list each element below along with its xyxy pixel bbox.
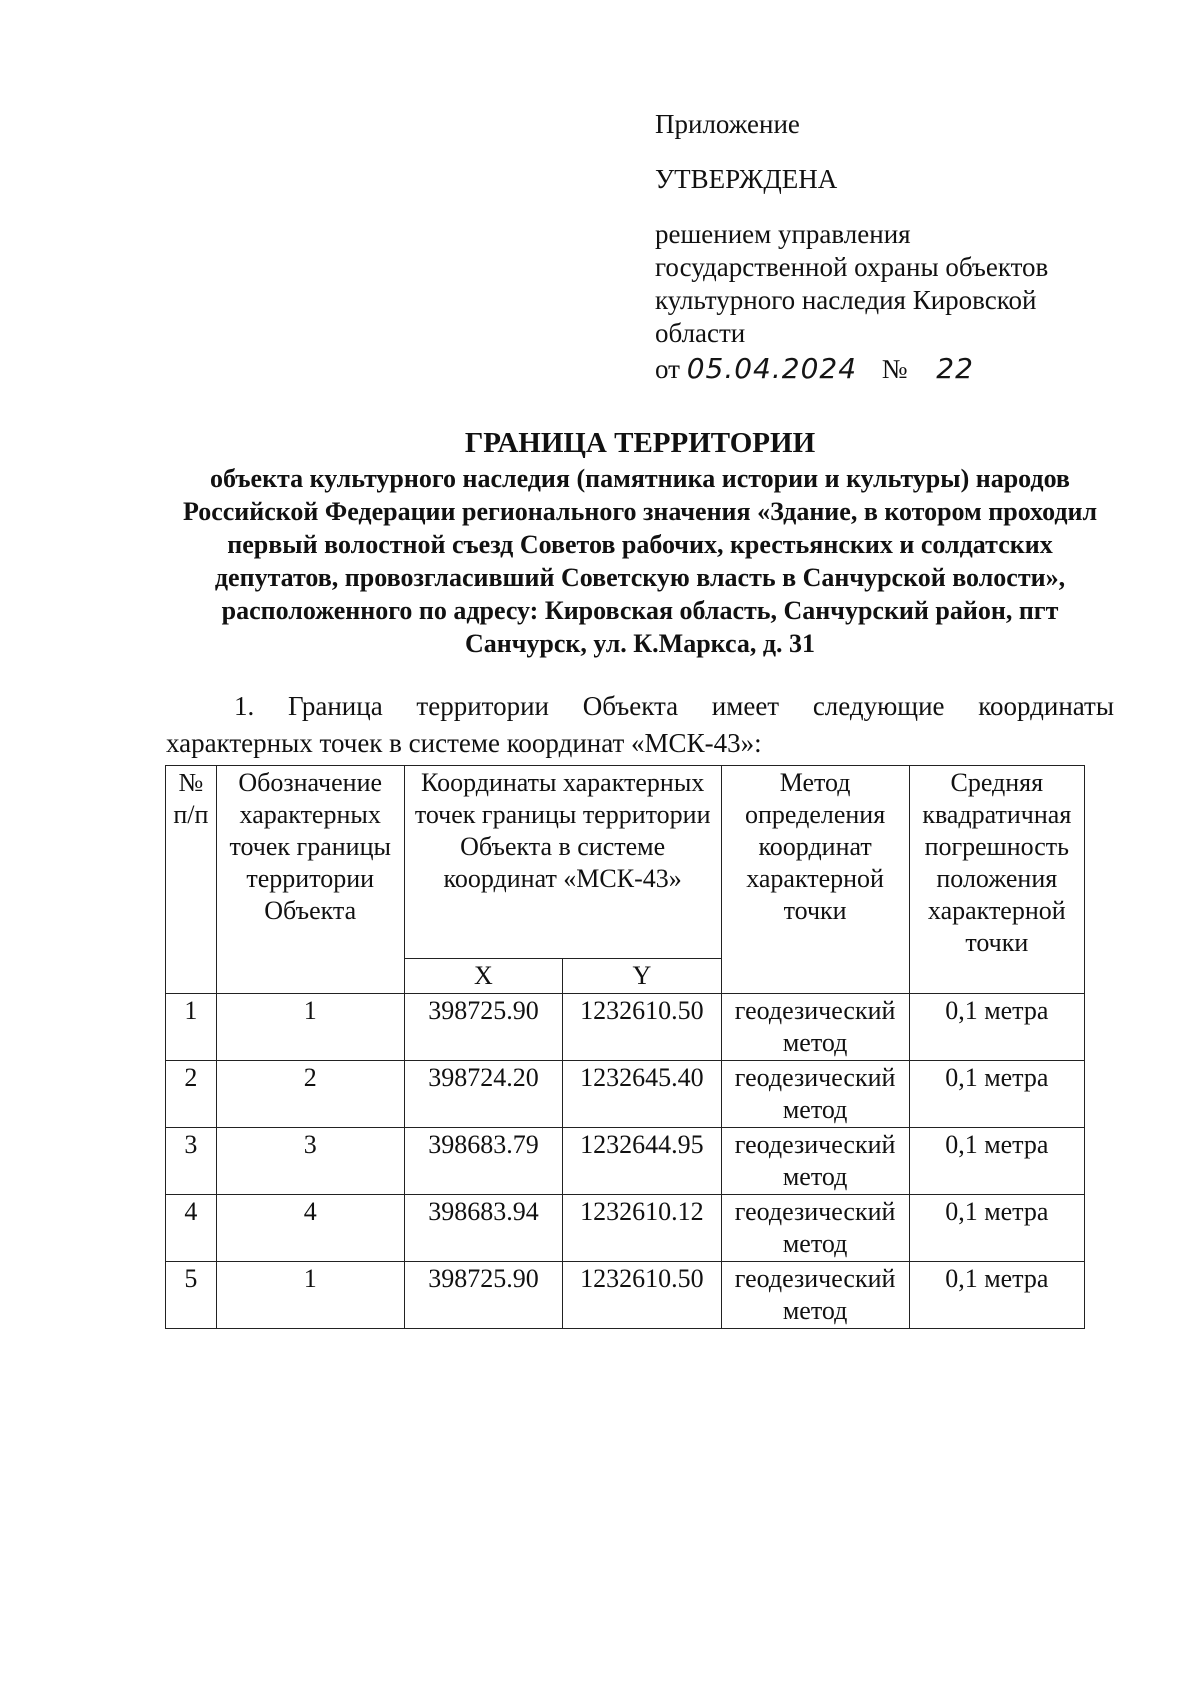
- cell-error: 0,1 метра: [909, 1128, 1084, 1195]
- approval-block: [655, 108, 1125, 386]
- table-row: [166, 1262, 1085, 1329]
- table-row: [166, 994, 1085, 1061]
- date-number-line: [655, 352, 1125, 386]
- header-method: Метод определения координат характерной точки: [721, 766, 909, 994]
- cell-point: 4: [216, 1195, 404, 1262]
- cell-error: 0,1 метра: [909, 1262, 1084, 1329]
- cell-method: геодезический метод: [721, 1128, 909, 1195]
- date-prefix: от: [655, 354, 680, 384]
- cell-method: геодезический метод: [721, 994, 909, 1061]
- decision-line-2: государственной охраны объектов: [655, 252, 1049, 282]
- cell-point: 1: [216, 1262, 404, 1329]
- decision-line-1: решением управления: [655, 219, 911, 249]
- table-row: [166, 1128, 1085, 1195]
- paragraph-1: [166, 688, 1114, 762]
- table-row: [166, 1061, 1085, 1128]
- appendix-label: Приложение: [655, 109, 800, 139]
- cell-method: геодезический метод: [721, 1262, 909, 1329]
- cell-num: 1: [166, 994, 217, 1061]
- cell-num: 2: [166, 1061, 217, 1128]
- paragraph-1-rest: характерных точек в системе координат «МСК-43»:: [166, 728, 762, 758]
- title-main: ГРАНИЦА ТЕРРИТОРИИ: [464, 427, 816, 459]
- coordinates-table: [165, 765, 1085, 1329]
- paragraph-1-first-line: 1. Граница территории Объекта имеет следующие координаты: [234, 691, 1114, 721]
- cell-method: геодезический метод: [721, 1195, 909, 1262]
- cell-y: 1232644.95: [563, 1128, 721, 1195]
- cell-num: 4: [166, 1195, 217, 1262]
- cell-y: 1232610.12: [563, 1195, 721, 1262]
- decision-line-3: культурного наследия Кировской: [655, 285, 1037, 315]
- cell-point: 1: [216, 994, 404, 1061]
- header-x: X: [404, 959, 562, 994]
- cell-y: 1232610.50: [563, 1262, 721, 1329]
- cell-error: 0,1 метра: [909, 1061, 1084, 1128]
- number-sign: №: [881, 354, 908, 384]
- cell-x: 398683.79: [404, 1128, 562, 1195]
- header-designation: Обозначение характерных точек границы территории Объекта: [216, 766, 404, 994]
- cell-error: 0,1 метра: [909, 1195, 1084, 1262]
- table-header-row: [166, 766, 1085, 959]
- cell-y: 1232610.50: [563, 994, 721, 1061]
- approved-label: УТВЕРЖДЕНА: [655, 164, 838, 194]
- header-coords: Координаты характерных точек границы территории Объекта в системе координат «МСК-43»: [404, 766, 721, 959]
- document-title: [160, 424, 1120, 660]
- cell-point: 2: [216, 1061, 404, 1128]
- header-error: Средняя квадратичная погрешность положения характерной точки: [909, 766, 1084, 994]
- table-row: [166, 1195, 1085, 1262]
- header-y: Y: [563, 959, 721, 994]
- decision-line-4: области: [655, 318, 746, 348]
- handwritten-date: 05.04.2024: [686, 352, 858, 385]
- cell-method: геодезический метод: [721, 1061, 909, 1128]
- cell-num: 3: [166, 1128, 217, 1195]
- cell-error: 0,1 метра: [909, 994, 1084, 1061]
- cell-point: 3: [216, 1128, 404, 1195]
- cell-x: 398724.20: [404, 1061, 562, 1128]
- cell-x: 398683.94: [404, 1195, 562, 1262]
- title-subtitle: объекта культурного наследия (памятника истории и культуры) народов Российской Федерации регионального значения «Здание, в котором проходил первый волостной съезд Советов рабочих, крестьянских и солдатских депутатов, провозгласивший Советскую власть в Санчурской волости», расположенного по адресу: Кировская область, Санчурский район, пгт Санчурск, ул. К.Маркса, д. 31: [182, 464, 1098, 658]
- cell-y: 1232645.40: [563, 1061, 721, 1128]
- cell-x: 398725.90: [404, 1262, 562, 1329]
- header-num: № п/п: [166, 766, 217, 994]
- cell-num: 5: [166, 1262, 217, 1329]
- handwritten-number: 22: [936, 352, 974, 385]
- cell-x: 398725.90: [404, 994, 562, 1061]
